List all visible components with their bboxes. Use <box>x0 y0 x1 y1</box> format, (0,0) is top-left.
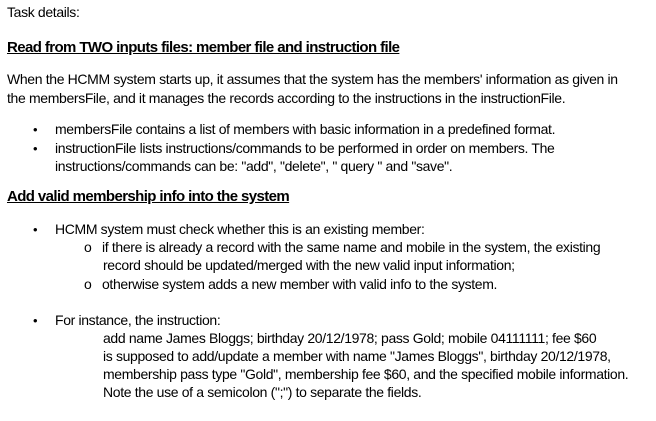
intro-paragraph-line: the membersFile, and it manages the records according to the instructions in the instructionFile. <box>7 90 566 106</box>
page-title: Task details: <box>7 4 80 20</box>
example-note-line: Note the use of a semicolon (";") to separate the fields. <box>103 384 422 400</box>
bullet-icon: • <box>33 141 38 156</box>
section-heading-input-files: Read from TWO inputs files: member file and instruction file <box>7 39 400 56</box>
bullet-icon: • <box>33 313 38 328</box>
intro-paragraph-line: When the HCMM system starts up, it assumes that the system has the members' information as given in <box>7 71 618 87</box>
list-item-instruction-file-cont: instructions/commands can be: "add", "delete", " query " and "save". <box>55 158 453 174</box>
bullet-icon: • <box>33 122 38 137</box>
list-item-existing-member-check: HCMM system must check whether this is an existing member: <box>55 221 425 237</box>
sub-bullet-icon: o <box>84 239 92 255</box>
list-item-members-file: membersFile contains a list of members with basic information in a predefined format. <box>55 121 556 137</box>
list-item-instruction-file: instructionFile lists instructions/commands to be performed in order on members. The <box>55 140 555 156</box>
sub-item-existing-record: if there is already a record with the same name and mobile in the system, the existing <box>102 239 601 255</box>
sub-bullet-icon: o <box>84 276 92 292</box>
sub-item-new-member: otherwise system adds a new member with valid info to the system. <box>102 276 498 292</box>
sub-item-existing-record-cont: record should be updated/merged with the new valid input information; <box>103 257 515 273</box>
example-explanation-line: membership pass type "Gold", membership fee $60, and the specified mobile information. <box>103 366 629 382</box>
example-explanation-line: is supposed to add/update a member with name "James Bloggs", birthday 20/12/1978, <box>103 348 611 364</box>
example-instruction-line: add name James Bloggs; birthday 20/12/1978; pass Gold; mobile 04111111; fee $60 <box>103 330 597 346</box>
list-item-for-instance: For instance, the instruction: <box>55 312 221 328</box>
bullet-icon: • <box>33 222 38 237</box>
section-heading-add-membership: Add valid membership info into the system <box>7 188 290 205</box>
